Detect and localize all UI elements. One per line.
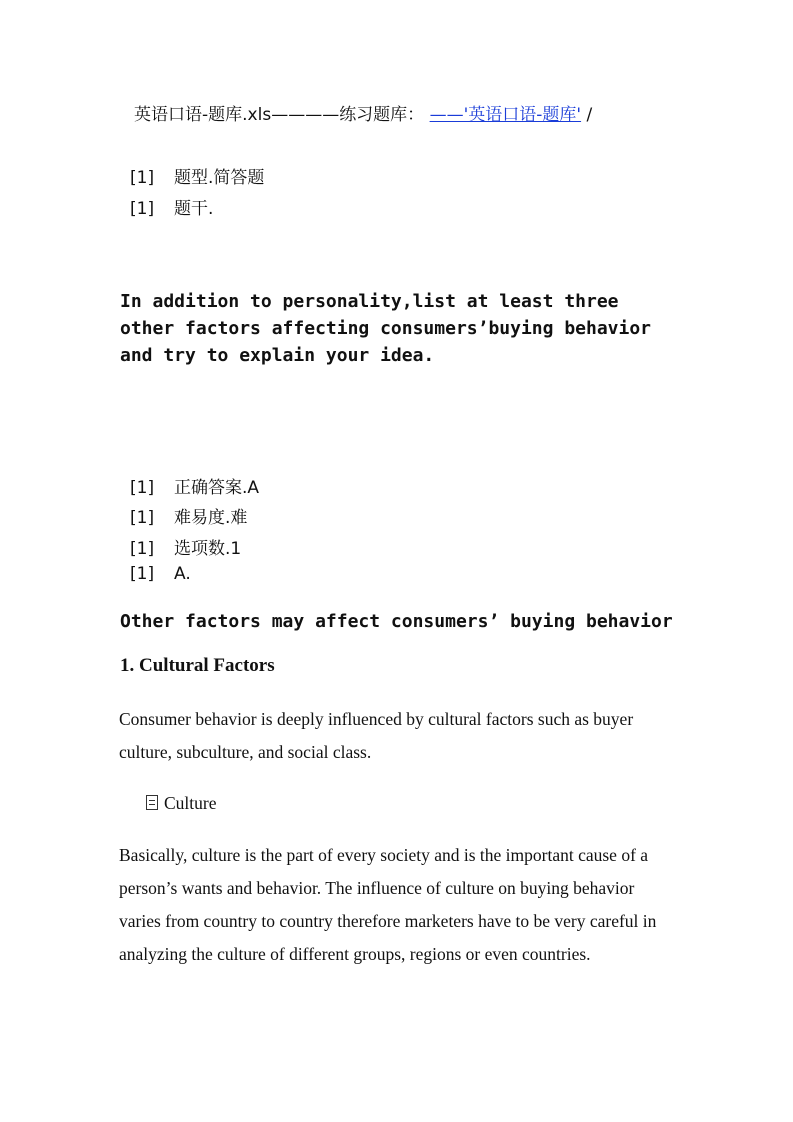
question-stem: In addition to personality,list at least three other factors affecting consumers’buying behavior and try to explain your idea. [120,291,652,366]
question-type-row [130,163,264,188]
option-a-row [130,564,191,584]
culture-paragraph: Basically, culture is the part of every society and is the important cause of a person’s wants and behavior. The influence of culture on buying behavior varies from country to country therefore marketers have to be very careful in analyzing the culture of different groups, regions or even countries. [119,845,657,964]
meta-index: [1] [130,508,155,528]
question-bank-label: 练习题库： [339,105,425,125]
document-icon [146,795,158,810]
meta-index: [1] [130,564,155,584]
meta-index: [1] [130,539,155,559]
section-title: 1. Cultural Factors [120,655,275,676]
answer-heading: Other factors may affect consumers’ buying behavior [120,611,673,632]
difficulty: 难易度.难 [174,508,248,528]
meta-index: [1] [130,478,155,498]
meta-index: [1] [130,199,155,219]
header-trailing: / [581,105,593,125]
correct-answer-row [130,473,259,498]
correct-answer: 正确答案.A [174,478,260,498]
question-bank-link[interactable]: ——'英语口语-题库' [429,105,582,125]
option-count: 选项数.1 [174,539,242,559]
meta-index: [1] [130,168,155,188]
question-type: 题型.简答题 [174,168,265,188]
option-count-row [130,534,241,559]
culture-subheading-text: Culture [164,793,217,813]
intro-paragraph: Consumer behavior is deeply influenced by cultural factors such as buyer culture, subculture, and social class. [119,709,634,762]
file-header [134,100,592,125]
file-name: 英语口语-题库.xls [134,105,272,125]
difficulty-row [130,503,247,528]
culture-subheading [146,793,217,814]
question-stem-label: 题干. [174,199,214,219]
option-a-label: A. [174,564,191,584]
question-stem-label-row [130,194,213,219]
header-separator: ———— [271,105,340,125]
